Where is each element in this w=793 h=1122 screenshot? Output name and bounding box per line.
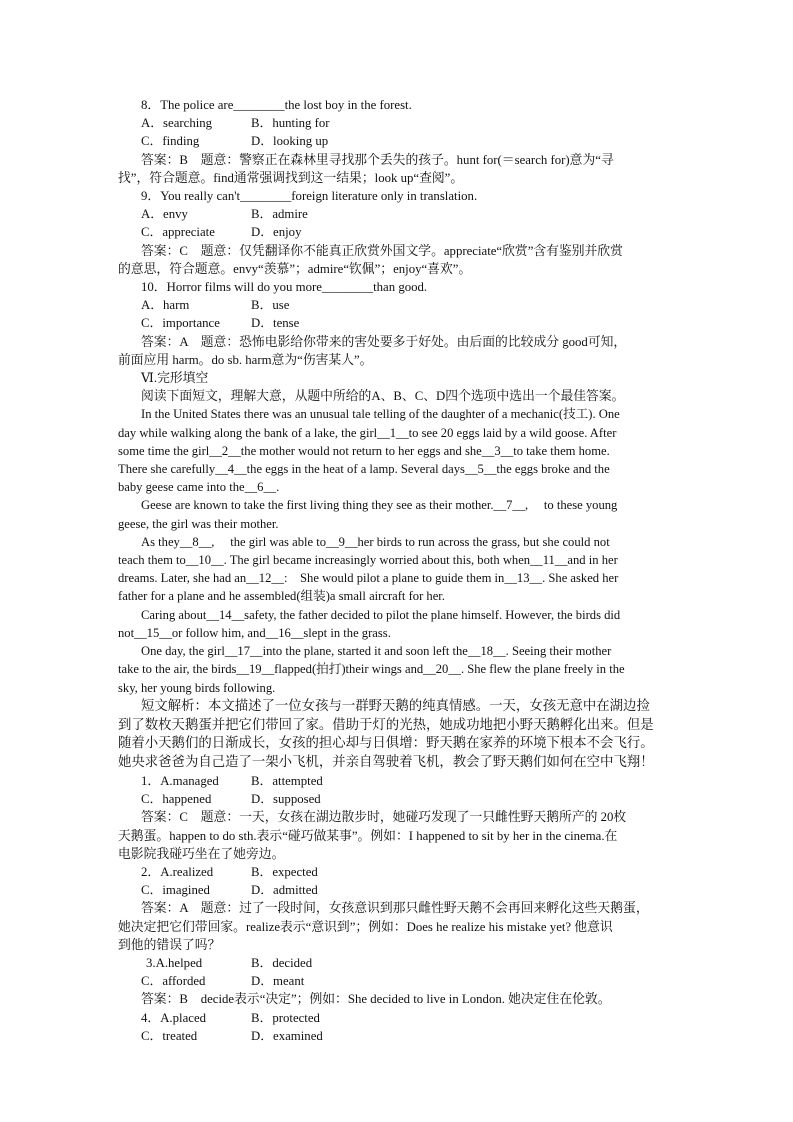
text-line: 她央求爸爸为自己造了一架小飞机，并亲自驾驶着飞机，教会了野天鹅们如何在空中飞翔！ xyxy=(118,754,654,770)
analysis-line xyxy=(118,734,683,753)
answer-line xyxy=(118,845,683,863)
option: A．searching xyxy=(141,116,213,131)
text-line: 到了数枚天鹅蛋并把它们带回了家。借助于灯的光热，她成功地把小野天鹅孵化出来。但是 xyxy=(118,716,654,732)
text-line: Geese are known to take the first living thing they see as their mother.__7__, to these young xyxy=(141,498,618,513)
option: B．admire xyxy=(251,207,308,222)
answer-text xyxy=(141,990,683,1008)
cloze-passage xyxy=(118,405,683,696)
option: C．importance xyxy=(141,316,220,331)
analysis-line xyxy=(118,697,683,716)
passage-line xyxy=(118,515,683,533)
text-line: 她决定把它们带回家。realize表示“意识到”；例如：Does he realize his mistake yet? 他意识 xyxy=(118,919,613,934)
text-line: not__15__or follow him, and__16__slept in the grass. xyxy=(118,625,391,640)
answer-text xyxy=(118,351,683,369)
option: D．looking up xyxy=(251,134,329,149)
text-line: 9．You really can't________foreign literature only in translation. xyxy=(141,189,478,204)
answer-block xyxy=(118,899,683,954)
text-line: 10．Horror films will do you more________than good. xyxy=(141,280,428,295)
passage-line xyxy=(118,496,683,514)
passage-line xyxy=(118,460,683,478)
analysis-line xyxy=(118,716,683,735)
options-row xyxy=(141,223,683,241)
question-10 xyxy=(141,278,683,296)
passage-line xyxy=(118,587,683,605)
section-heading xyxy=(141,369,683,387)
text-line: 答案：C 题意：一天，女孩在湖边散步时，她碰巧发现了一只雌性野天鹅所产的 20枚 xyxy=(141,810,627,825)
options-row xyxy=(141,296,683,314)
option: A．envy xyxy=(141,207,188,222)
passage-line xyxy=(118,533,683,551)
instructions xyxy=(141,387,683,405)
question-9 xyxy=(141,187,683,205)
text-line: As they__8__, the girl was able to__9__her birds to run across the grass, but she could not xyxy=(141,534,610,549)
options-row xyxy=(141,772,683,790)
option: D．supposed xyxy=(251,792,321,807)
option: 4．A.placed xyxy=(141,1010,207,1025)
text-line: dreams. Later, she had an__12__: She would pilot a plane to guide them in__13__. She asked her xyxy=(118,571,619,586)
answer-line xyxy=(118,918,683,936)
option: 1．A.managed xyxy=(141,773,219,788)
question-8 xyxy=(141,96,683,114)
passage-line xyxy=(118,424,683,442)
options-row xyxy=(141,314,683,332)
option: C．happened xyxy=(141,792,212,807)
answer-line xyxy=(118,827,683,845)
options-row xyxy=(141,114,683,132)
text-line: 答案：B decide表示“决定”；例如：She decided to live in London. 她决定住在伦敦。 xyxy=(141,992,611,1007)
text-line: 答案：B 题意：警察正在森林里寻找那个丢失的孩子。hunt for(＝search for)意为“寻 xyxy=(141,152,614,167)
text-line: take to the air, the birds__19__flapped(拍打)their wings and__20__. She flew the plane freely in the xyxy=(118,662,625,677)
option: B．expected xyxy=(251,864,318,879)
options-row xyxy=(141,863,683,881)
options-row xyxy=(141,881,683,899)
passage-analysis xyxy=(118,697,683,772)
answer-text xyxy=(141,242,683,260)
answer-text xyxy=(118,260,683,278)
text-line: 随着小天鹅们的日渐成长，女孩的担心却与日俱增：野天鹅在家养的环境下根本不会飞行。 xyxy=(118,735,654,751)
option: D．examined xyxy=(251,1028,323,1043)
options-row xyxy=(141,205,683,223)
options-row xyxy=(141,132,683,150)
text-line: 电影院我碰巧坐在了她旁边。 xyxy=(118,846,285,861)
answer-text xyxy=(118,169,683,187)
text-line: Caring about__14__safety, the father decided to pilot the plane himself. However, the birds did xyxy=(141,607,621,622)
option: C．treated xyxy=(141,1028,198,1043)
answer-line xyxy=(118,936,683,954)
answer-line xyxy=(118,808,683,826)
option: C．appreciate xyxy=(141,225,215,240)
options-row xyxy=(141,790,683,808)
options-row xyxy=(141,972,683,990)
text-line: father for a plane and he assembled(组装)a small aircraft for her. xyxy=(118,589,445,604)
option: B．protected xyxy=(251,1010,320,1025)
option: D．tense xyxy=(251,316,300,331)
option: B．decided xyxy=(251,955,313,970)
passage-line xyxy=(118,478,683,496)
answer-text xyxy=(141,151,683,169)
option: 2．A.realized xyxy=(141,864,214,879)
text-line: 前面应用 harm。do sb. harm意为“伤害某人”。 xyxy=(118,352,373,367)
passage-line xyxy=(118,606,683,624)
option: A．harm xyxy=(141,298,190,313)
text-line: 到他的错误了吗？ xyxy=(118,937,221,952)
text-line: 找”，符合题意。find通常强调找到这一结果；look up“查阅”。 xyxy=(118,170,464,185)
passage-line xyxy=(118,569,683,587)
passage-line xyxy=(118,442,683,460)
text-line: 阅读下面短文，理解大意，从题中所给的A、B、C、D四个选项中选出一个最佳答案。 xyxy=(141,389,625,404)
option: C．afforded xyxy=(141,974,206,989)
option: 3.A.helped xyxy=(146,955,203,970)
text-line: 天鹅蛋。happen to do sth.表示“碰巧做某事”。例如：I happened to sit by her in the cinema.在 xyxy=(118,828,618,843)
passage-line xyxy=(118,551,683,569)
text-line: baby geese came into the__6__. xyxy=(118,480,280,495)
text-line: Ⅵ.完形填空 xyxy=(141,371,209,386)
answer-line xyxy=(118,899,683,917)
text-line: 8．The police are________the lost boy in the forest. xyxy=(141,98,412,112)
text-line: sky, her young birds following. xyxy=(118,680,276,695)
passage-line xyxy=(118,660,683,678)
document-body xyxy=(118,96,683,1045)
text-line: 的意思，符合题意。envy“羡慕”；admire“钦佩”；enjoy“喜欢”。 xyxy=(118,261,472,276)
text-line: 答案：C 题意：仅凭翻译你不能真正欣赏外国文学。appreciate“欣赏”含有鉴别并欣赏 xyxy=(141,243,623,258)
options-row xyxy=(141,1009,683,1027)
option: C．imagined xyxy=(141,883,210,898)
answer-block xyxy=(118,808,683,863)
passage-line xyxy=(118,405,683,423)
answer-text xyxy=(141,333,683,351)
option: D．enjoy xyxy=(251,225,302,240)
option: C．finding xyxy=(141,134,200,149)
text-line: In the United States there was an unusual tale telling of the daughter of a mechanic(技工). One xyxy=(141,407,620,422)
option: B．use xyxy=(251,298,290,313)
option: B．hunting for xyxy=(251,116,330,131)
option: B．attempted xyxy=(251,773,323,788)
option: D．meant xyxy=(251,974,305,989)
text-line: 短文解析：本文描述了一位女孩与一群野天鹅的纯真情感。一天，女孩无意中在湖边捡 xyxy=(141,697,650,713)
text-line: One day, the girl__17__into the plane, started it and soon left the__18__. Seeing their mother xyxy=(141,644,612,659)
text-line: 答案：A 题意：过了一段时间，女孩意识到那只雌性野天鹅不会再回来孵化这些天鹅蛋， xyxy=(141,901,649,916)
option: D．admitted xyxy=(251,883,318,898)
text-line: day while walking along the bank of a lake, the girl__1__to see 20 eggs laid by a wild goose. After xyxy=(118,425,617,440)
passage-line xyxy=(118,624,683,642)
text-line: some time the girl__2__the mother would not return to her eggs and she__3__to take them home. xyxy=(118,443,610,458)
options-row xyxy=(141,954,683,972)
passage-line xyxy=(118,642,683,660)
text-line: geese, the girl was their mother. xyxy=(118,516,279,531)
text-line: There she carefully__4__the eggs in the heat of a lamp. Several days__5__the eggs broke and the xyxy=(118,462,610,477)
text-line: teach them to__10__. The girl became increasingly worried about this, both when__11__and in her xyxy=(118,553,618,568)
analysis-line xyxy=(118,753,683,772)
passage-line xyxy=(118,679,683,697)
options-row xyxy=(141,1027,683,1045)
text-line: 答案：A 题意：恐怖电影给你带来的害处要多于好处。由后面的比较成分 good可知， xyxy=(141,334,627,349)
